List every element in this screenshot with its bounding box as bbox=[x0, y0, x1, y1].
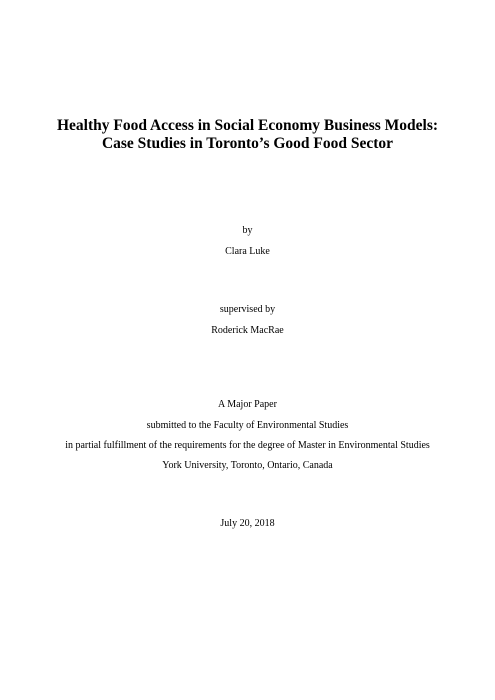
author-name: Clara Luke bbox=[225, 246, 270, 257]
by-label: by bbox=[242, 225, 253, 236]
supervised-by-label: supervised by bbox=[219, 304, 276, 315]
fulfillment-statement: in partial fulfillment of the requirements for the degree of Master in Environmental Studies bbox=[65, 440, 430, 451]
submitted-to: submitted to the Faculty of Environmental Studies bbox=[146, 420, 349, 431]
paper-type: A Major Paper bbox=[218, 399, 277, 410]
supervisor-name: Roderick MacRae bbox=[211, 325, 284, 336]
title-line-2: Case Studies in Toronto’s Good Food Sector bbox=[101, 135, 394, 152]
title-line-1: Healthy Food Access in Social Economy Business Models: bbox=[56, 117, 439, 134]
submission-date: July 20, 2018 bbox=[220, 518, 275, 529]
institution: York University, Toronto, Ontario, Canada bbox=[162, 460, 333, 471]
